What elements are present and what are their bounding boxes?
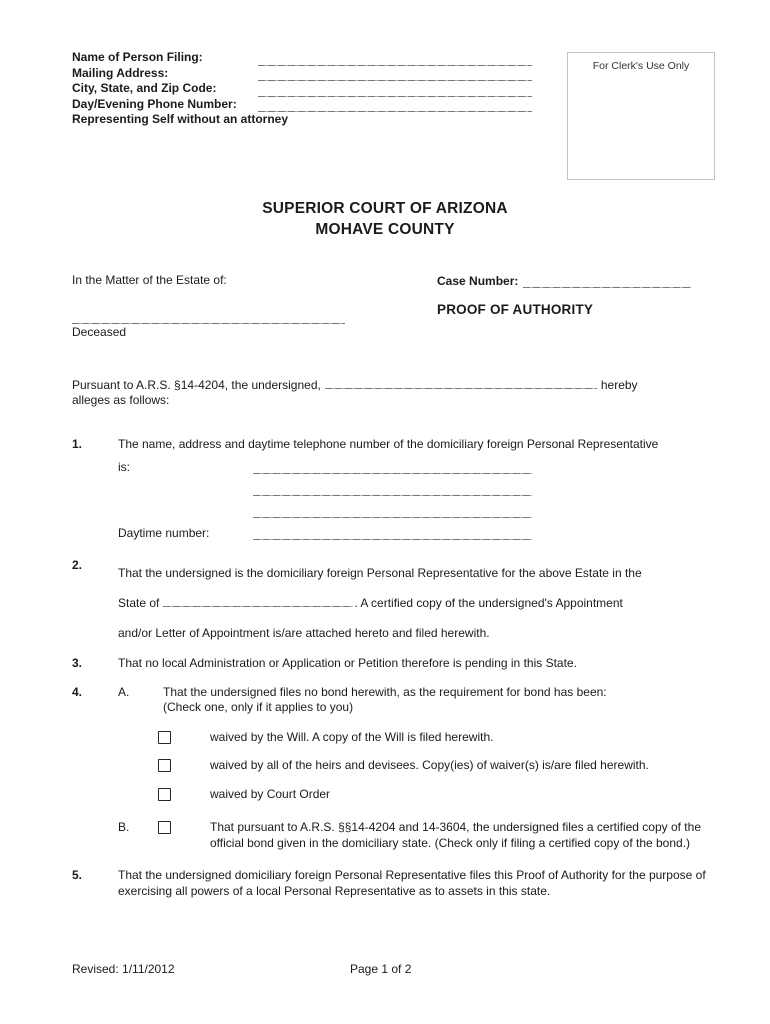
item-4-body (118, 685, 715, 852)
item-4b-label: B. (118, 820, 130, 834)
rep-address-row-2 (118, 483, 715, 496)
rep-address-row-1 (118, 461, 715, 474)
item-1-number: 1. (72, 436, 83, 451)
page-number: Page 1 of 2 (350, 962, 412, 976)
court-title-line2: MOHAVE COUNTY (315, 220, 455, 238)
bond-option-heirs (158, 758, 715, 774)
checkbox-waived-by-court-order[interactable] (158, 788, 171, 801)
case-number-row (437, 273, 715, 288)
estate-matter-label: In the Matter of the Estate of: (72, 272, 227, 287)
mailing-address-label: Mailing Address: (72, 65, 169, 80)
rep-address-line-3[interactable] (253, 505, 532, 518)
document-title: PROOF OF AUTHORITY (437, 301, 594, 317)
option-will-label: waived by the Will. A copy of the Will is filed herewith. (210, 729, 494, 744)
item-4b-text: That pursuant to A.R.S. §§14-4204 and 14-3604, the undersigned files a certified copy of the official bond given in the domiciliary state. (Check only if filing a certified copy of the bond.) (210, 820, 701, 850)
city-state-zip-label: City, State, and Zip Code: (72, 81, 217, 95)
daytime-number-line[interactable] (253, 527, 532, 540)
phone-label: Day/Evening Phone Number: (72, 96, 237, 111)
item-2 (72, 558, 715, 648)
clerks-use-box (567, 52, 715, 180)
item-4b (118, 820, 715, 851)
is-label: is: (118, 459, 130, 474)
item-4a (118, 685, 715, 716)
item-1-body (118, 437, 715, 540)
intro-line2: alleges as follows: (72, 393, 170, 407)
item-5-text: That the undersigned domiciliary foreign Personal Representative files this Proof of Authority for the purpose of exercising all powers of a local Personal Representative as to assets in this state. (118, 868, 706, 898)
item-4a-note: (Check one, only if it applies to you) (163, 700, 354, 714)
mailing-address-line[interactable] (258, 68, 532, 81)
item-2-line1: That the undersigned is the domiciliary foreign Personal Representative for the above Estate in the (118, 565, 642, 580)
item-4a-text: That the undersigned files no bond herewith, as the requirement for bond has been: (163, 684, 607, 699)
bond-option-will (158, 730, 715, 746)
filer-name-line[interactable] (258, 53, 532, 66)
case-number-label: Case Number: (437, 273, 519, 288)
caption-right (437, 273, 715, 340)
city-state-zip-line[interactable] (258, 84, 532, 97)
clerks-use-label: For Clerk's Use Only (592, 60, 690, 72)
caption-left (72, 273, 437, 340)
item-2-number: 2. (72, 557, 83, 572)
rep-address-row-3 (118, 505, 715, 518)
case-number-line[interactable] (523, 275, 691, 288)
phone-line[interactable] (258, 99, 532, 112)
revised-date: Revised: 1/11/2012 (72, 962, 175, 976)
item-4-number: 4. (72, 684, 83, 699)
daytime-number-label: Daytime number: (118, 525, 210, 540)
intro-line1 (72, 376, 715, 394)
self-representation-label: Representing Self without an attorney (72, 112, 289, 126)
option-court-order-label: waived by Court Order (210, 786, 331, 801)
rep-address-line-1[interactable] (253, 461, 532, 474)
state-name-line[interactable] (163, 594, 353, 607)
item-2-line2 (118, 588, 715, 618)
filer-name-label: Name of Person Filing: (72, 50, 203, 64)
intro-after-blank: hereby (600, 377, 638, 392)
item-1 (72, 437, 715, 540)
item-3-text: That no local Administration or Application or Petition therefore is pending in this State. (118, 655, 577, 670)
checkbox-waived-by-heirs[interactable] (158, 759, 171, 772)
item-2-line2-after: . A certified copy of the undersigned's Appointment (354, 595, 623, 610)
item-2-line3: and/or Letter of Appointment is/are attached hereto and filed herewith. (118, 625, 490, 640)
item-3 (72, 656, 715, 671)
checkbox-certified-bond[interactable] (158, 821, 171, 834)
item-4a-label: A. (118, 684, 130, 699)
item-5-number: 5. (72, 868, 83, 882)
item-1-text: The name, address and daytime telephone number of the domiciliary foreign Personal Representative (118, 436, 659, 451)
bond-option-court-order (158, 787, 715, 803)
caption-section (72, 273, 715, 340)
daytime-number-row (118, 527, 715, 540)
option-heirs-label: waived by all of the heirs and devisees. Copy(ies) of waiver(s) is/are filed herewith. (210, 758, 649, 772)
item-4a-text-wrap (163, 685, 715, 716)
intro-paragraph (72, 376, 715, 409)
court-title-line1: SUPERIOR COURT OF ARIZONA (262, 199, 508, 217)
court-title (0, 198, 770, 240)
rep-address-line-2[interactable] (253, 483, 532, 496)
intro-before-blank: Pursuant to A.R.S. §14-4204, the undersigned, (72, 377, 321, 392)
checkbox-waived-by-will[interactable] (158, 731, 171, 744)
item-2-body (118, 558, 715, 648)
item-3-number: 3. (72, 655, 83, 670)
item-5 (72, 868, 715, 899)
deceased-label: Deceased (72, 324, 127, 339)
state-of-label: State of (118, 595, 160, 610)
decedent-name-line[interactable] (72, 311, 345, 324)
item-4 (72, 685, 715, 852)
undersigned-name-line[interactable] (325, 376, 597, 389)
